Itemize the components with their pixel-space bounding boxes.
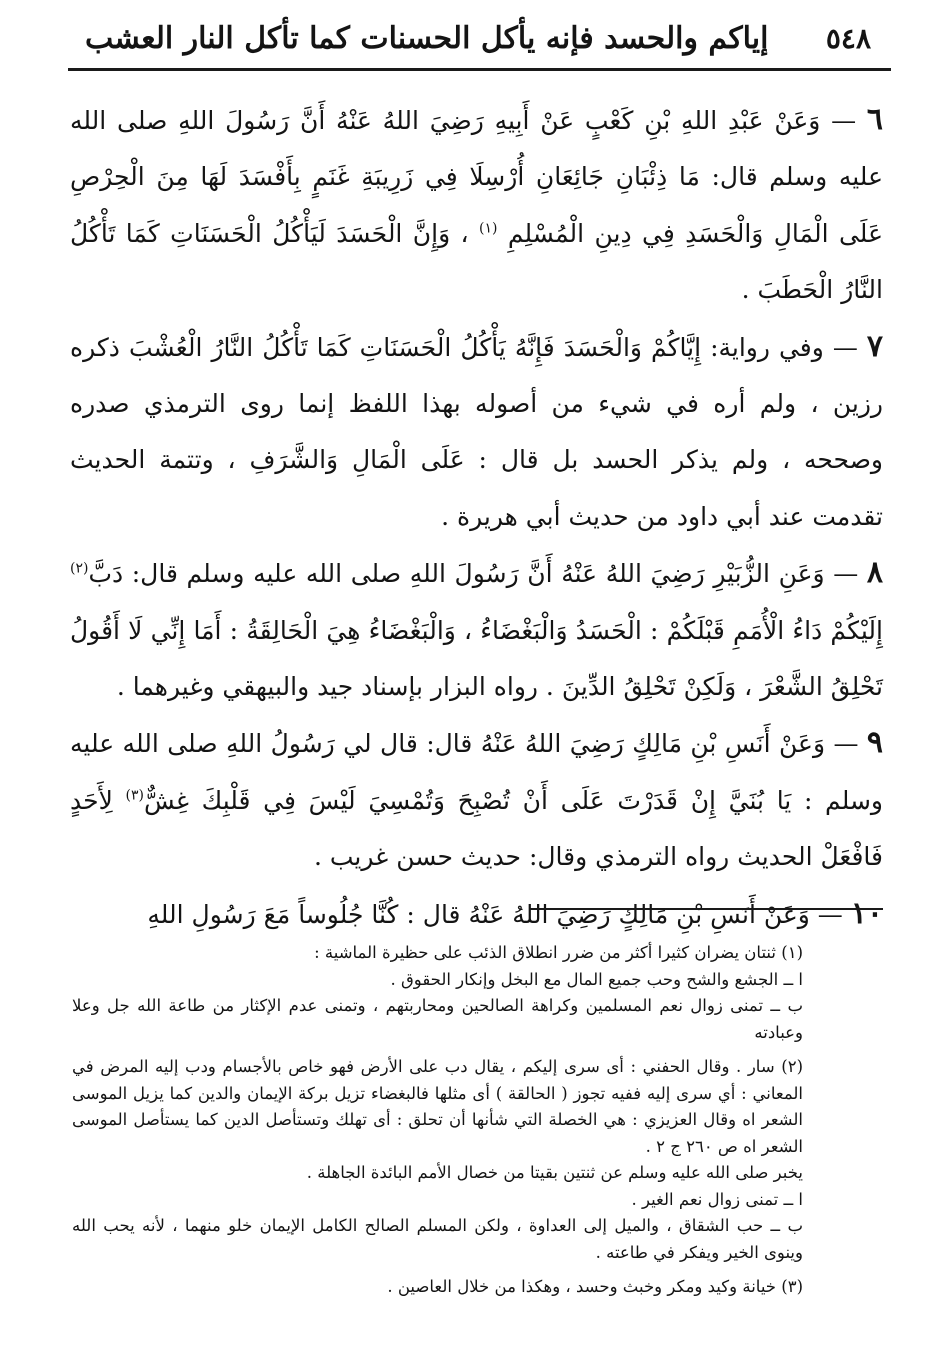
hadith-10 — [70, 886, 883, 943]
footnote-2-note: يخبر صلى الله عليه وسلم عن ثنتين بقيتا من خصال الأمم البائدة الجاهلة . — [306, 1163, 803, 1182]
footnote-2b: ب ــ حب الشقاق ، والميل إلى العداوة ، ولكن المسلم الصالح الكامل الإيمان خلو منهما ، لأنه يحب الله وينوى الخير ويفكر في طاعته . — [72, 1216, 803, 1262]
footnote-1a: ا ــ الجشع والشح وحب جميع المال مع البخل وإنكار الحقوق . — [390, 969, 803, 989]
footnote-1: (١) ثنتان يضران كثيرا أكثر من ضرر انطلاق الذئب على حظيرة الماشية : — [314, 943, 803, 962]
footnote-ref: (٣) — [125, 787, 144, 804]
hadith-number: ٦ — [866, 102, 883, 137]
footnote-3: (٣) خيانة وكيد ومكر وخبث وحسد ، وهكذا من خلال العاصين . — [387, 1277, 803, 1296]
hadith-text-continued: إِلَيْكُمْ دَاءُ الْأُمَمِ قَبْلَكُمْ : الْحَسَدُ وَالْبَغْضَاءُ ، وَالْبَغْضَاءُ هِيَ الْحَالِقَةُ : أَمَا إِنِّي لَا أَقُولُ تَحْلِقُ الشَّعْرَ ، وَلَكِنْ تَحْلِقُ الدِّينَ . رواه البزار بإسناد جيد والبيهقي وغيرهما . — [70, 615, 883, 702]
hadith-9 — [70, 715, 883, 885]
main-text — [70, 92, 883, 943]
hadith-text-continued: ، وَإِنَّ الْحَسَدَ لَيَأْكُلُ الْحَسَنَاتِ كَمَا تَأْكُلُ النَّارُ الْحَطَبَ . — [70, 218, 883, 305]
hadith-6 — [70, 92, 883, 319]
page-number: ٥٤٨ — [825, 21, 871, 55]
page-header — [65, 12, 901, 64]
hadith-text-continued: لِأَحَدٍ فَافْعَلْ الحديث رواه الترمذي وقال: حديث حسن غريب . — [70, 785, 883, 872]
hadith-number: ٩ — [866, 725, 883, 761]
running-title: إياكم والحسد فإنه يأكل الحسنات كما تأكل النار العشب — [85, 20, 769, 56]
hadith-text: — وَعَنْ عَبْدِ اللهِ بْنِ كَعْبٍ عَنْ أَبِيهِ رَضِيَ اللهُ عَنْهُ أَنَّ رَسُولَ اللهِ صلى الله عليه وسلم قال: مَا ذِئْبَانِ جَائِعَانِ أُرْسِلَا فِي زَرِيبَةِ غَنَمٍ بِأَفْسَدَ لَهَا مِنَ الْحِرْصِ عَلَى الْمَالِ وَالْحَسَدِ فِي دِينِ الْمُسْلِمِ — [70, 106, 883, 248]
hadith-7 — [70, 319, 883, 546]
footnote-2a: ا ــ تمنى زوال نعم الغير . — [631, 1189, 803, 1209]
footnote-rule — [530, 908, 883, 910]
hadith-text: — وَعَنْ أَنَسِ بْنِ مَالِكٍ رَضِيَ اللهُ عَنْهُ قال: قال لي رَسُولُ اللهِ صلى الله عليه وسلم : يَا بُنَيَّ إِنْ قَدَرْتَ عَلَى أَنْ تُصْبِحَ وَتُمْسِيَ لَيْسَ فِي قَلْبِكَ غِشٌّ — [70, 729, 883, 815]
hadith-text: — وفي رواية: إِيَّاكُمْ وَالْحَسَدَ فَإِنَّهُ يَأْكُلُ الْحَسَنَاتِ كَمَا تَأْكُلُ النَّارُ الْعُشْبَ ذكره رزين ، ولم أره في شيء من أصوله بهذا اللفظ إنما روى الترمذي صدره وصححه ، ولم يذكر الحسد بل قال : عَلَى الْمَالِ وَالشَّرَفِ ، وتتمة الحديث تقدمت عند أبي داود من حديث أبي هريرة . — [70, 332, 883, 531]
hadith-text: — وَعَنْ أَنَسِ بْنِ مَالِكٍ رَضِيَ اللهُ عَنْهُ قال : كُنَّا جُلُوساً مَعَ رَسُولِ اللهِ — [147, 899, 843, 929]
hadith-text: — وَعَنِ الزُّبَيْرِ رَضِيَ اللهُ عَنْهُ أَنَّ رَسُولَ اللهِ صلى الله عليه وسلم قال: دَبَّ — [88, 559, 859, 589]
footnotes — [72, 940, 803, 1301]
hadith-number: ١٠ — [850, 895, 883, 931]
hadith-number: ٧ — [866, 328, 883, 364]
header-rule — [68, 68, 891, 71]
footnote-ref: (٢) — [70, 560, 89, 577]
footnote-1b: ب ــ تمنى زوال نعم المسلمين وكراهة الصالحين ومحاربتهم ، وتمنى عدم الإكثار من طاعة الله جل وعلا وعبادته — [72, 996, 803, 1042]
footnote-ref: (١) — [479, 220, 498, 237]
hadith-8 — [70, 545, 883, 715]
hadith-number: ٨ — [866, 555, 883, 591]
footnote-2: (٢) سار . وقال الحفني : أى سرى إليكم ، يقال دب على الأرض فهو خاص بالأجسام ودب إليه المرض في المعاني : أي سرى إليه ففيه تجوز ( الحالقة ) أى مثلها فالبغضاء تزيل بركة الإيمان والدين كما يزيل الموسى الشعر اه وقال العزيزي : هي الخصلة التي شأنها أن تحلق : أى تهلك وتستأصل الدين كما يستأصل الموسى الشعر اه ص ٢٦٠ ج ٢ . — [72, 1057, 803, 1156]
